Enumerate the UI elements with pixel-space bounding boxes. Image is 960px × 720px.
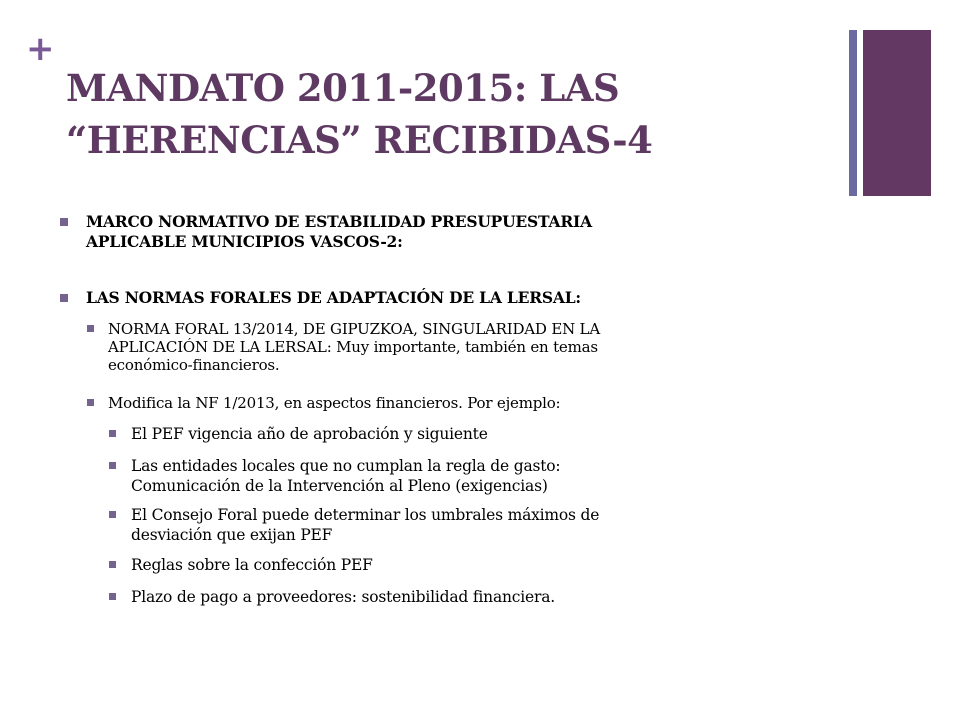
decorative-thin-bar — [849, 30, 857, 196]
item-regla-gasto — [131, 456, 771, 496]
item-plazo-pago — [131, 587, 771, 607]
item-consejo-foral — [131, 505, 771, 545]
bullet-text-line: MARCO NORMATIVO DE ESTABILIDAD PRESUPUESTARIA — [86, 212, 592, 231]
bullet-text-line: El PEF vigencia año de aprobación y siguiente — [131, 425, 488, 443]
bullet-text-line: Las entidades locales que no cumplan la regla de gasto: — [131, 457, 561, 475]
sub-bullet-modifica-nf — [108, 394, 788, 412]
square-bullet-icon — [87, 325, 94, 332]
bullet-text-line: desviación que exijan PEF — [131, 526, 333, 544]
slide-title-line-1: MANDATO 2011-2015: LAS — [66, 66, 620, 110]
bullet-normas-forales — [86, 288, 846, 308]
square-bullet-icon — [60, 218, 68, 226]
item-pef-vigencia — [131, 424, 771, 444]
decorative-thick-bar — [863, 30, 931, 196]
bullet-text-line: APLICABLE MUNICIPIOS VASCOS-2: — [86, 232, 403, 251]
bullet-text-line: NORMA FORAL 13/2014, DE GIPUZKOA, SINGULARIDAD EN LA — [108, 320, 600, 338]
bullet-text-line: APLICACIÓN DE LA LERSAL: Muy importante, también en temas — [108, 338, 598, 356]
square-bullet-icon — [109, 430, 116, 437]
slide-title-line-2: “HERENCIAS” RECIBIDAS-4 — [66, 118, 653, 162]
bullet-text-line: Plazo de pago a proveedores: sostenibilidad financiera. — [131, 588, 555, 606]
bullet-text-line: El Consejo Foral puede determinar los umbrales máximos de — [131, 506, 600, 524]
bullet-text-line: económico-financieros. — [108, 356, 280, 374]
square-bullet-icon — [87, 399, 94, 406]
bullet-text-line: Comunicación de la Intervención al Pleno (exigencias) — [131, 477, 548, 495]
square-bullet-icon — [109, 462, 116, 469]
square-bullet-icon — [109, 593, 116, 600]
item-reglas-pef — [131, 555, 771, 575]
plus-icon: + — [26, 29, 55, 69]
slide-title — [66, 62, 826, 166]
bullet-text-line: Modifica la NF 1/2013, en aspectos financieros. Por ejemplo: — [108, 394, 561, 412]
bullet-text-line: Reglas sobre la confección PEF — [131, 556, 373, 574]
square-bullet-icon — [109, 561, 116, 568]
bullet-marco-normativo — [86, 212, 846, 252]
square-bullet-icon — [109, 511, 116, 518]
square-bullet-icon — [60, 294, 68, 302]
sub-bullet-norma-foral-13 — [108, 320, 788, 374]
bullet-text-line: LAS NORMAS FORALES DE ADAPTACIÓN DE LA LERSAL: — [86, 288, 581, 307]
